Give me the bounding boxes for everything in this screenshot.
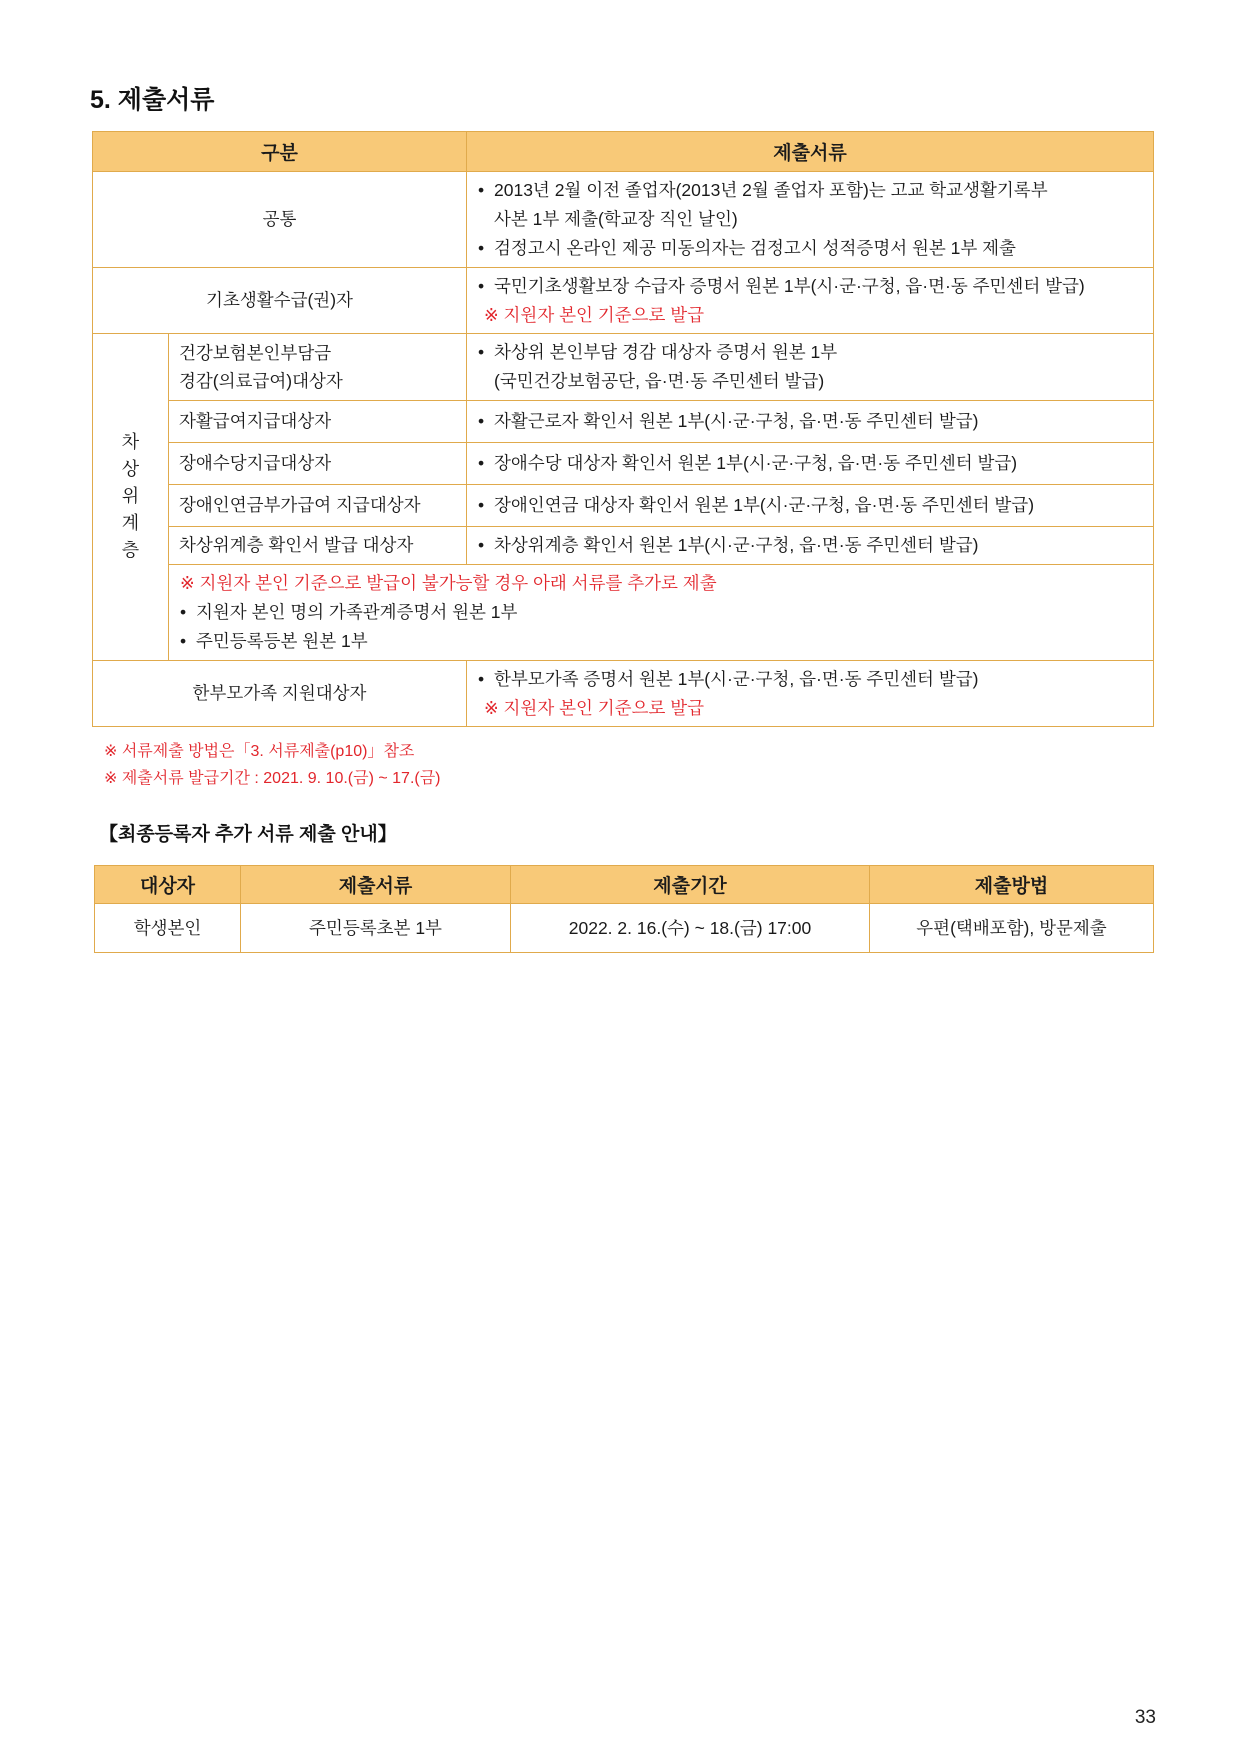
header-documents: 제출서류 bbox=[467, 132, 1154, 172]
category-cell: 차상위계층 확인서 발급 대상자 bbox=[169, 527, 467, 565]
item-text: 한부모가족 증명서 원본 1부(시·군·구청, 읍·면·동 주민센터 발급) bbox=[494, 668, 979, 689]
item-text: (국민건강보험공단, 읍·면·동 주민센터 발급) bbox=[494, 371, 825, 391]
bullet: • bbox=[180, 631, 187, 651]
category-cell: 자활급여지급대상자 bbox=[169, 401, 467, 443]
final-registrant-table bbox=[94, 865, 1154, 953]
group-label-cell bbox=[93, 334, 169, 661]
footnotes bbox=[104, 738, 441, 792]
category-cell: 장애인연금부가급여 지급대상자 bbox=[169, 485, 467, 527]
header-category: 구분 bbox=[93, 132, 467, 172]
list-item bbox=[478, 449, 1142, 478]
list-item bbox=[180, 627, 1142, 656]
category-cell: 장애수당지급대상자 bbox=[169, 443, 467, 485]
item-text: 차상위계층 확인서 원본 1부(시·군·구청, 읍·면·동 주민센터 발급) bbox=[494, 535, 979, 555]
final-section-title: 【최종등록자 추가 서류 제출 안내】 bbox=[99, 824, 397, 845]
list-item bbox=[478, 531, 1142, 560]
header-documents: 제출서류 bbox=[241, 866, 511, 904]
documents-cell bbox=[467, 172, 1154, 268]
period-cell: 2022. 2. 16.(수) ~ 18.(금) 17:00 bbox=[511, 904, 870, 953]
list-item bbox=[478, 491, 1142, 520]
table-row-near-poverty bbox=[93, 401, 1154, 443]
table-header-row bbox=[93, 132, 1154, 172]
list-item bbox=[478, 665, 1142, 694]
table-row-near-poverty bbox=[93, 334, 1154, 401]
bullet: • bbox=[478, 238, 485, 258]
documents-cell bbox=[467, 485, 1154, 527]
bullet: • bbox=[478, 535, 485, 555]
target-cell: 학생본인 bbox=[95, 904, 241, 953]
list-item bbox=[180, 598, 1142, 627]
category-cell bbox=[169, 334, 467, 401]
list-item bbox=[478, 234, 1142, 263]
header-method: 제출방법 bbox=[870, 866, 1154, 904]
documents-cell bbox=[467, 268, 1154, 334]
header-target: 대상자 bbox=[95, 866, 241, 904]
table-row-near-poverty bbox=[93, 443, 1154, 485]
documents-cell bbox=[467, 401, 1154, 443]
bullet: • bbox=[478, 275, 485, 296]
bullet: • bbox=[478, 668, 485, 689]
table-row-common bbox=[93, 172, 1154, 268]
note-cell bbox=[169, 565, 1154, 661]
category-text: 경감(의료급여)대상자 bbox=[179, 371, 343, 391]
required-documents-table bbox=[92, 131, 1154, 727]
item-text: 장애수당 대상자 확인서 원본 1부(시·군·구청, 읍·면·동 주민센터 발급) bbox=[494, 453, 1018, 473]
warning-note: ※ 지원자 본인 기준으로 발급이 불가능할 경우 아래 서류를 추가로 제출 bbox=[180, 573, 717, 593]
item-text: 국민기초생활보장 수급자 증명서 원본 1부(시·군·구청, 읍·면·동 주민센터 발급) bbox=[494, 275, 1085, 296]
page-number: 33 bbox=[1134, 1707, 1156, 1728]
issue-note: ※ 지원자 본인 기준으로 발급 bbox=[484, 304, 705, 325]
item-text: 주민등록등본 원본 1부 bbox=[196, 631, 368, 651]
documents-cell bbox=[467, 443, 1154, 485]
table-row-basic-livelihood bbox=[93, 268, 1154, 334]
category-text: 건강보험본인부담금 bbox=[179, 343, 332, 363]
issue-note: ※ 지원자 본인 기준으로 발급 bbox=[484, 697, 705, 718]
table-row-near-poverty-note bbox=[93, 565, 1154, 661]
item-text: 지원자 본인 명의 가족관계증명서 원본 1부 bbox=[196, 602, 518, 622]
item-text: 자활근로자 확인서 원본 1부(시·군·구청, 읍·면·동 주민센터 발급) bbox=[494, 411, 979, 431]
item-text: 장애인연금 대상자 확인서 원본 1부(시·군·구청, 읍·면·동 주민센터 발급) bbox=[494, 495, 1035, 515]
documents-cell: 주민등록초본 1부 bbox=[241, 904, 511, 953]
item-text: 차상위 본인부담 경감 대상자 증명서 원본 1부 bbox=[494, 342, 838, 362]
item-text: 2013년 2월 이전 졸업자(2013년 2월 졸업자 포함)는 고교 학교생활기록부 bbox=[494, 180, 1048, 200]
table-row-near-poverty bbox=[93, 527, 1154, 565]
category-cell: 한부모가족 지원대상자 bbox=[93, 661, 467, 727]
footnote: ※ 서류제출 방법은「3. 서류제출(p10)」참조 bbox=[104, 743, 415, 760]
documents-cell bbox=[467, 334, 1154, 401]
list-item bbox=[478, 272, 1142, 301]
bullet: • bbox=[478, 411, 485, 431]
bullet: • bbox=[478, 180, 485, 200]
bullet: • bbox=[478, 495, 485, 515]
table-row-near-poverty bbox=[93, 485, 1154, 527]
method-cell: 우편(택배포함), 방문제출 bbox=[870, 904, 1154, 953]
header-period: 제출기간 bbox=[511, 866, 870, 904]
list-item bbox=[478, 407, 1142, 436]
category-cell: 공통 bbox=[93, 172, 467, 268]
documents-cell bbox=[467, 527, 1154, 565]
table-row-single-parent bbox=[93, 661, 1154, 727]
documents-cell bbox=[467, 661, 1154, 727]
item-text: 사본 1부 제출(학교장 직인 날인) bbox=[494, 209, 738, 229]
section-title: 5. 제출서류 bbox=[90, 86, 215, 114]
list-item bbox=[478, 176, 1142, 234]
table-row bbox=[95, 904, 1154, 953]
group-label: 차상위계층 bbox=[121, 432, 140, 560]
list-item bbox=[478, 338, 1142, 396]
table-header-row bbox=[95, 866, 1154, 904]
bullet: • bbox=[180, 602, 187, 622]
footnote: ※ 제출서류 발급기간 : 2021. 9. 10.(금) ~ 17.(금) bbox=[104, 770, 441, 787]
bullet: • bbox=[478, 453, 485, 473]
item-text: 검정고시 온라인 제공 미동의자는 검정고시 성적증명서 원본 1부 제출 bbox=[494, 238, 1016, 258]
bullet: • bbox=[478, 342, 485, 362]
category-cell: 기초생활수급(권)자 bbox=[93, 268, 467, 334]
